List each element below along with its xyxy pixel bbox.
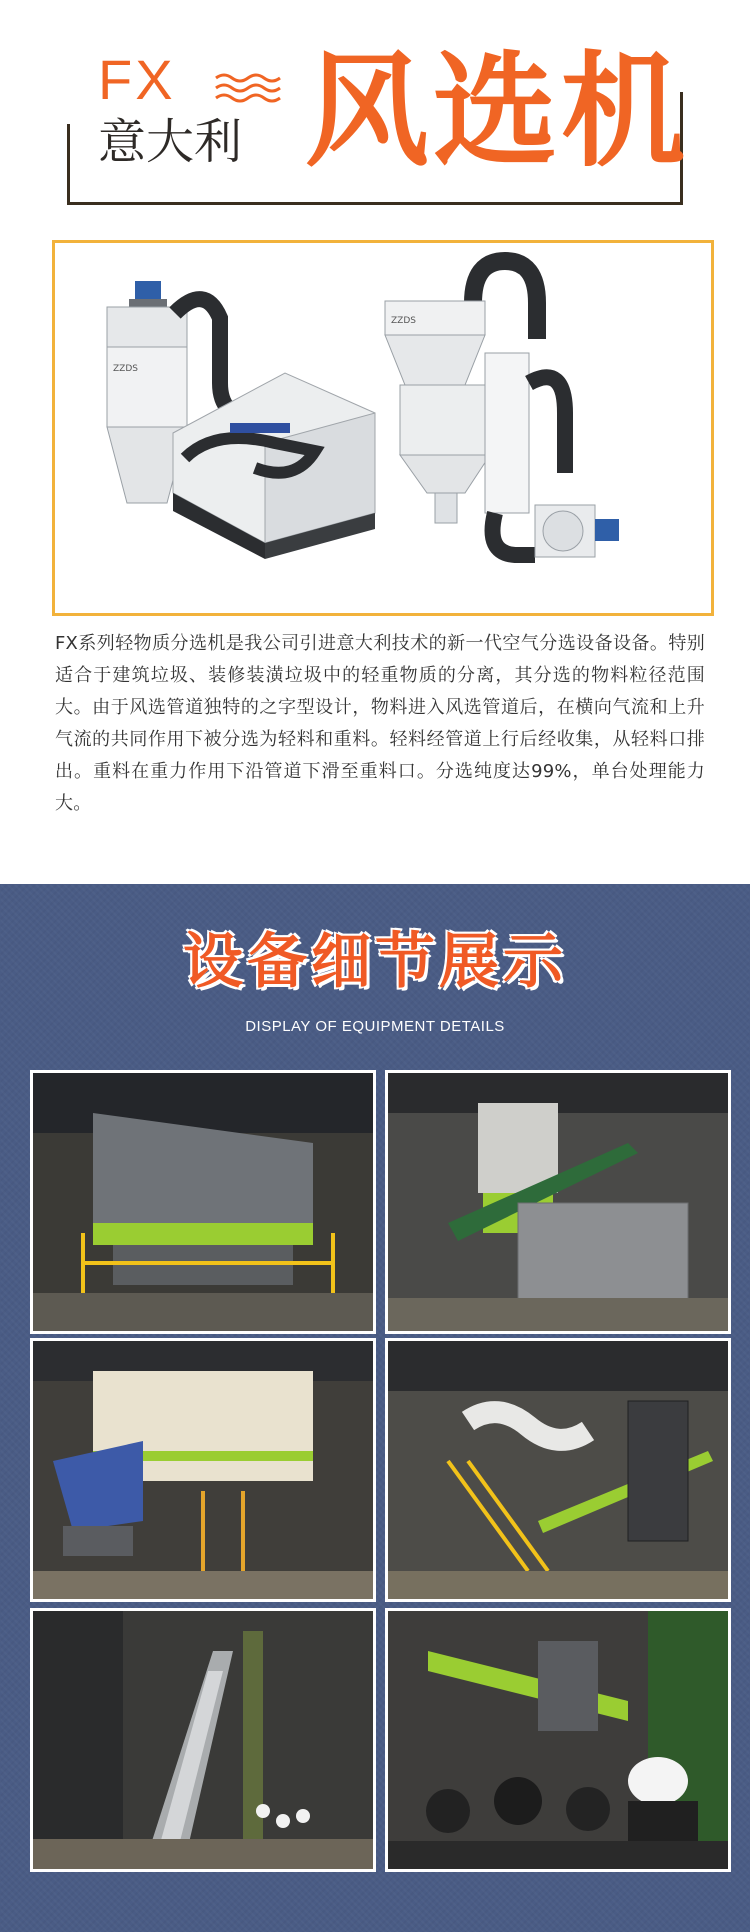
details-section <box>0 884 750 1932</box>
detail-photo-4 <box>385 1338 731 1602</box>
detail-photo-5 <box>30 1608 376 1872</box>
page-header <box>0 0 750 230</box>
left-logo: ZZDS <box>113 364 138 374</box>
right-machine <box>385 261 619 557</box>
model-code: FX <box>98 48 176 111</box>
detail-photo-2 <box>385 1070 731 1334</box>
product-description: FX系列轻物质分选机是我公司引进意大利技术的新一代空气分选设备设备。特别适合于建筑垃圾、装修装潢垃圾中的轻重物质的分离，其分选的物料粒径范围大。由于风选管道独特的之字型设计，物料进入风选管道后，在横向气流和上升气流的共同作用下被分选为轻料和重料。轻料经管道上行后经收集，从轻料口排出。重料在重力作用下沿管道下滑至重料口。分选纯度达99%，单台处理能力大。 <box>55 633 705 814</box>
right-logo: ZZDS <box>391 316 416 326</box>
product-title: 风选机 <box>305 40 690 184</box>
details-title: 设备细节展示 <box>183 927 567 997</box>
wave-icon <box>214 72 284 106</box>
detail-photo-1 <box>30 1070 376 1334</box>
detail-photo-3 <box>30 1338 376 1602</box>
header-frame-left <box>67 124 70 205</box>
product-image-frame <box>52 240 714 616</box>
header-frame-bottom <box>67 202 683 205</box>
product-illustration <box>55 243 711 613</box>
origin-label: 意大利 <box>98 114 243 170</box>
detail-photo-6 <box>385 1608 731 1872</box>
left-machine <box>107 281 375 559</box>
details-subtitle: DISPLAY OF EQUIPMENT DETAILS <box>245 1018 505 1035</box>
